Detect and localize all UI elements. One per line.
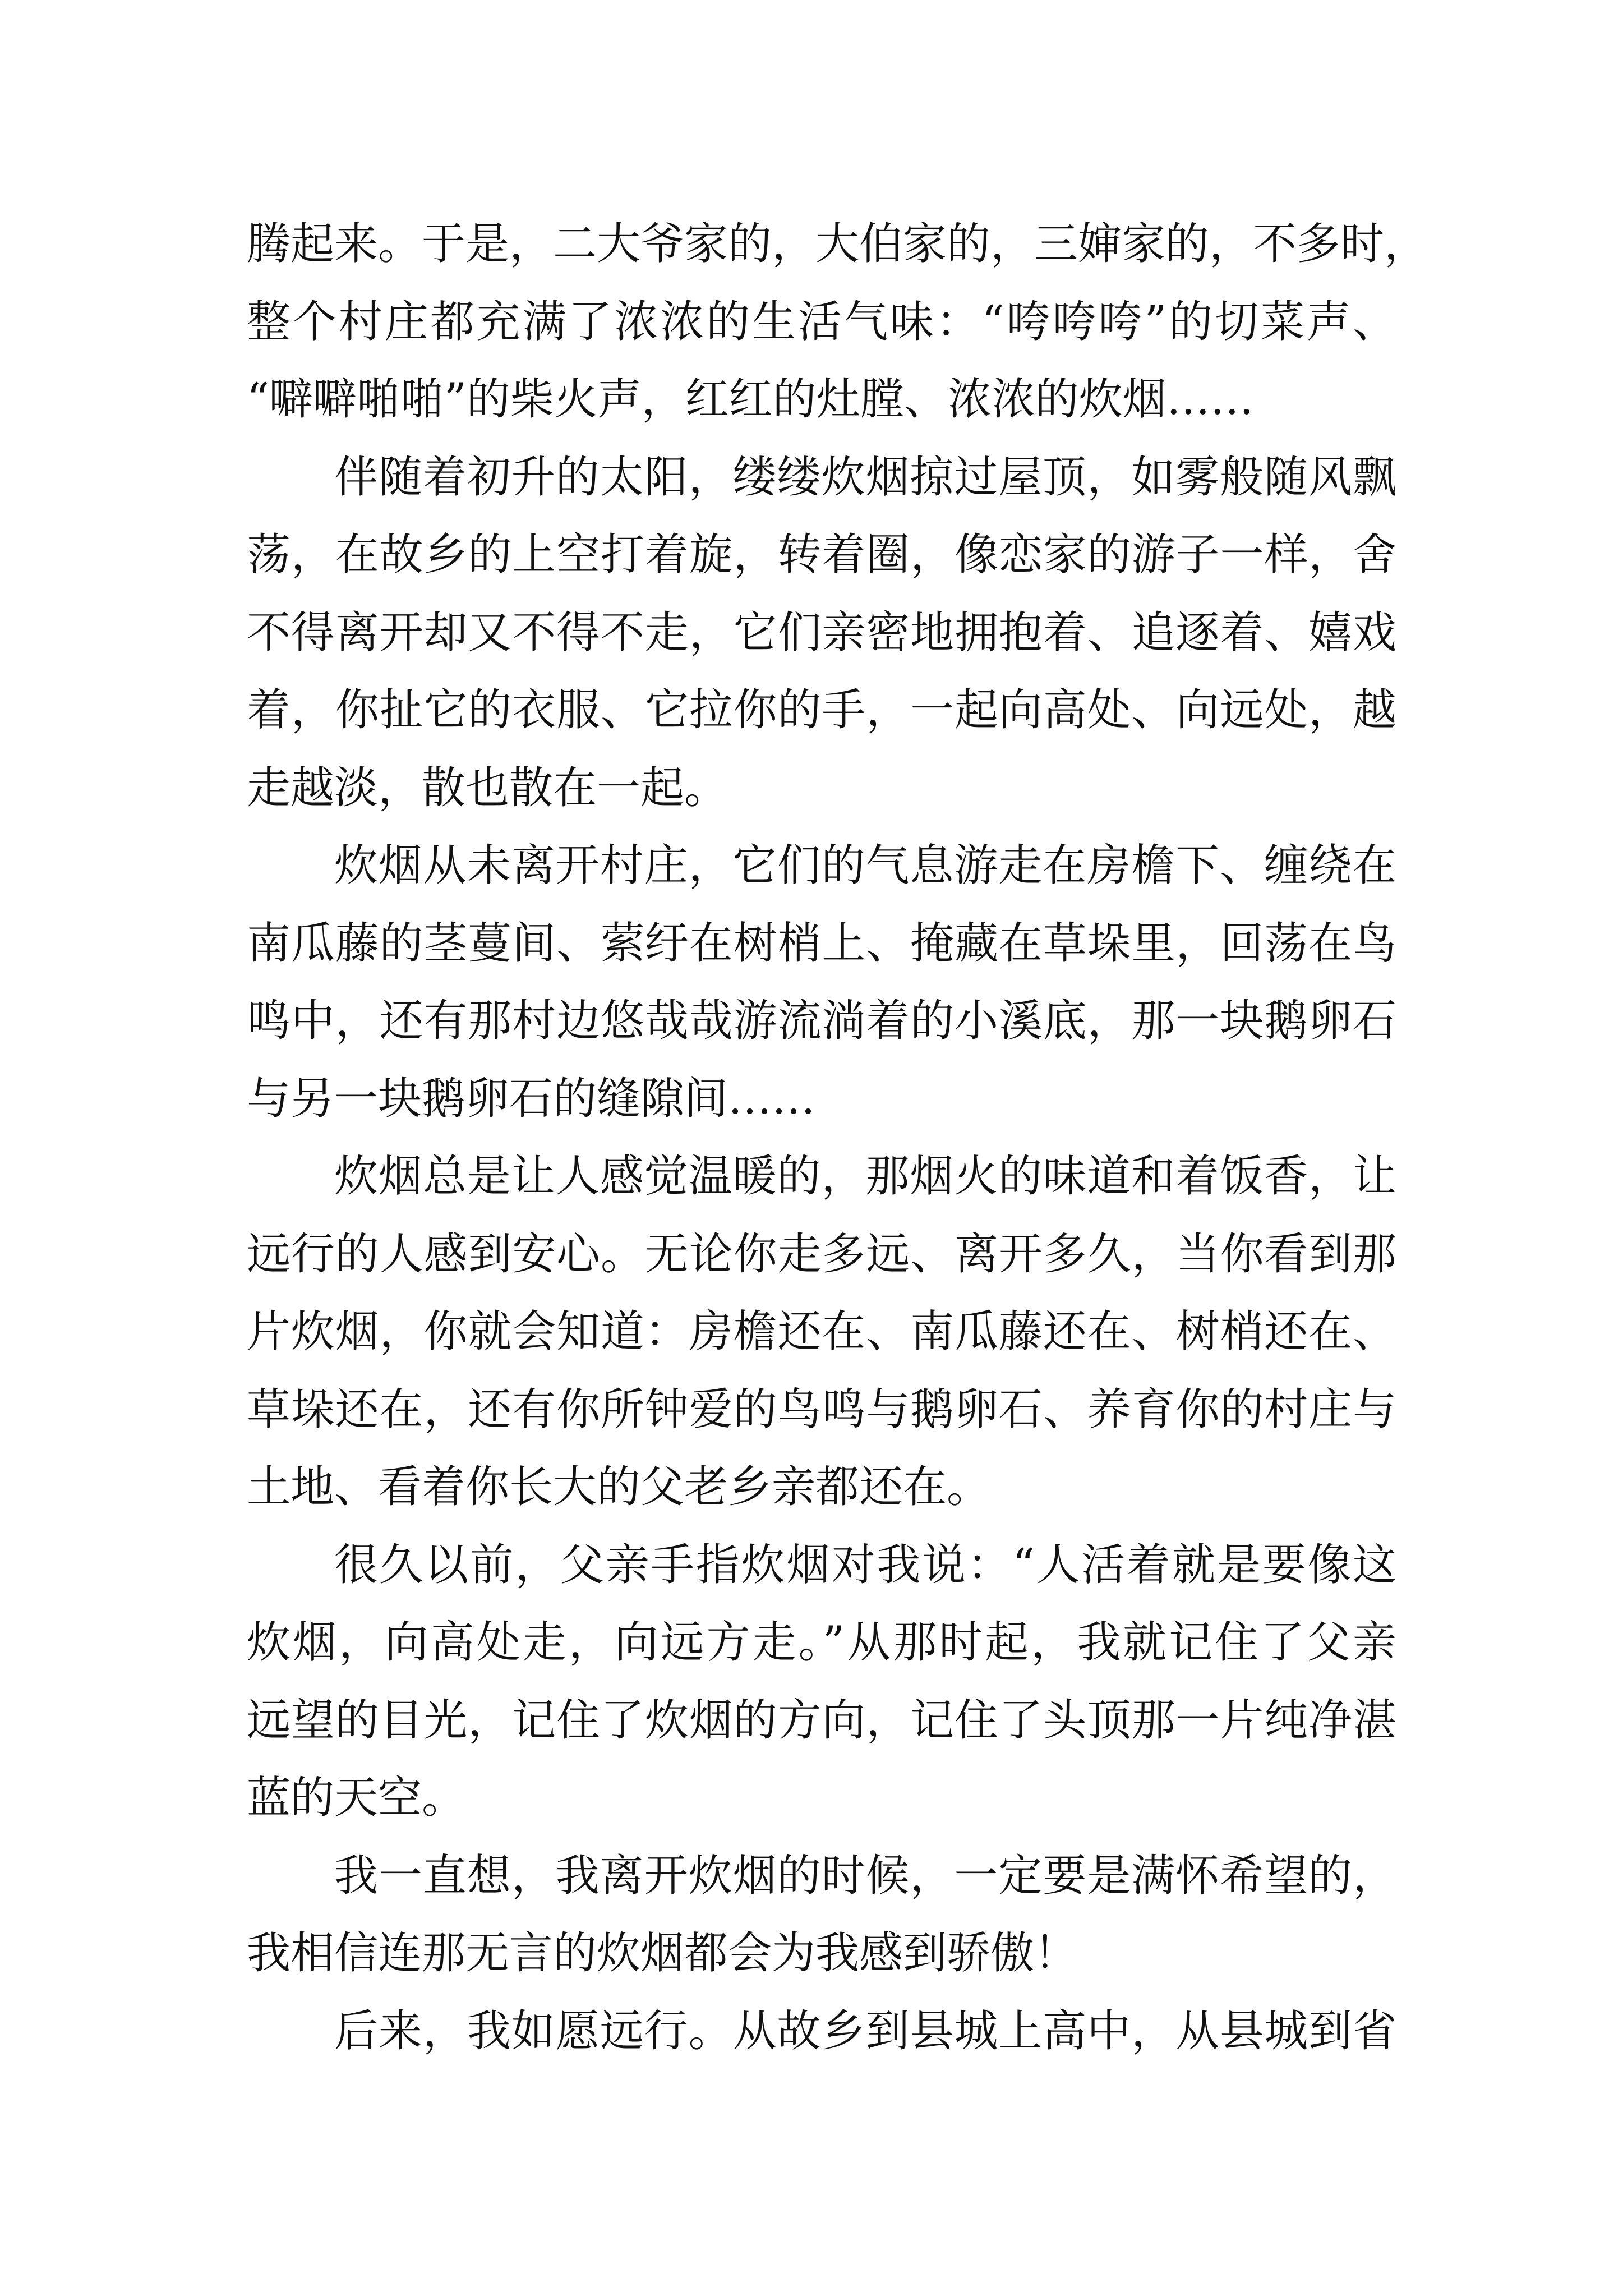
text-line: 鸣中，还有那村边悠哉哉游流淌着的小溪底，那一块鹅卵石 bbox=[247, 996, 1396, 1046]
paragraph-first-line: 我一直想，我离开炊烟的时候，一定要是满怀希望的， bbox=[334, 1850, 1396, 1901]
text-line: 与另一块鹅卵石的缝隙间…… bbox=[247, 1073, 816, 1124]
text-line: 荡，在故乡的上空打着旋，转着圈，像恋家的游子一样，舍 bbox=[247, 530, 1396, 580]
paragraph-first-line: 很久以前，父亲手指炊烟对我说：“人活着就是要像这 bbox=[334, 1539, 1396, 1590]
text-line: “噼噼啪啪”的柴火声，红红的灶膛、浓浓的炊烟…… bbox=[247, 374, 1254, 425]
text-line: 蓝的天空。 bbox=[247, 1773, 466, 1823]
text-line: 土地、看着你长大的父老乡亲都还在。 bbox=[247, 1462, 991, 1512]
paragraph-first-line: 炊烟总是让人感觉温暖的，那烟火的味道和着饭香，让 bbox=[334, 1151, 1396, 1202]
paragraph-first-line: 后来，我如愿远行。从故乡到县城上高中，从县城到省 bbox=[334, 2005, 1396, 2056]
text-line: 我相信连那无言的炊烟都会为我感到骄傲！ bbox=[247, 1928, 1078, 1978]
text-line: 着，你扯它的衣服、它拉你的手，一起向高处、向远处，越 bbox=[247, 685, 1396, 735]
text-line: 走越淡，散也散在一起。 bbox=[247, 762, 728, 813]
text-line: 南瓜藤的茎蔓间、萦纡在树梢上、掩藏在草垛里，回荡在鸟 bbox=[247, 918, 1396, 969]
paragraph-first-line: 炊烟从未离开村庄，它们的气息游走在房檐下、缠绕在 bbox=[334, 840, 1396, 891]
text-line: 片炊烟，你就会知道：房檐还在、南瓜藤还在、树梢还在、 bbox=[247, 1306, 1396, 1357]
text-line: 远望的目光，记住了炊烟的方向，记住了头顶那一片纯净湛 bbox=[247, 1695, 1396, 1746]
body-text bbox=[247, 205, 1428, 2070]
text-line: 炊烟，向高处走，向远方走。”从那时起，我就记住了父亲 bbox=[247, 1617, 1396, 1668]
text-line: 远行的人感到安心。无论你走多远、离开多久，当你看到那 bbox=[247, 1228, 1396, 1280]
paragraph-first-line: 伴随着初升的太阳，缕缕炊烟掠过屋顶，如雾般随风飘 bbox=[334, 452, 1396, 503]
text-line: 腾起来。于是，二大爷家的，大伯家的，三婶家的，不多时， bbox=[247, 219, 1428, 269]
text-line: 整个村庄都充满了浓浓的生活气味：“咵咵咵”的切菜声、 bbox=[247, 296, 1396, 347]
text-line: 草垛还在，还有你所钟爱的鸟鸣与鹅卵石、养育你的村庄与 bbox=[247, 1384, 1396, 1435]
text-line: 不得离开却又不得不走，它们亲密地拥抱着、追逐着、嬉戏 bbox=[247, 607, 1396, 658]
